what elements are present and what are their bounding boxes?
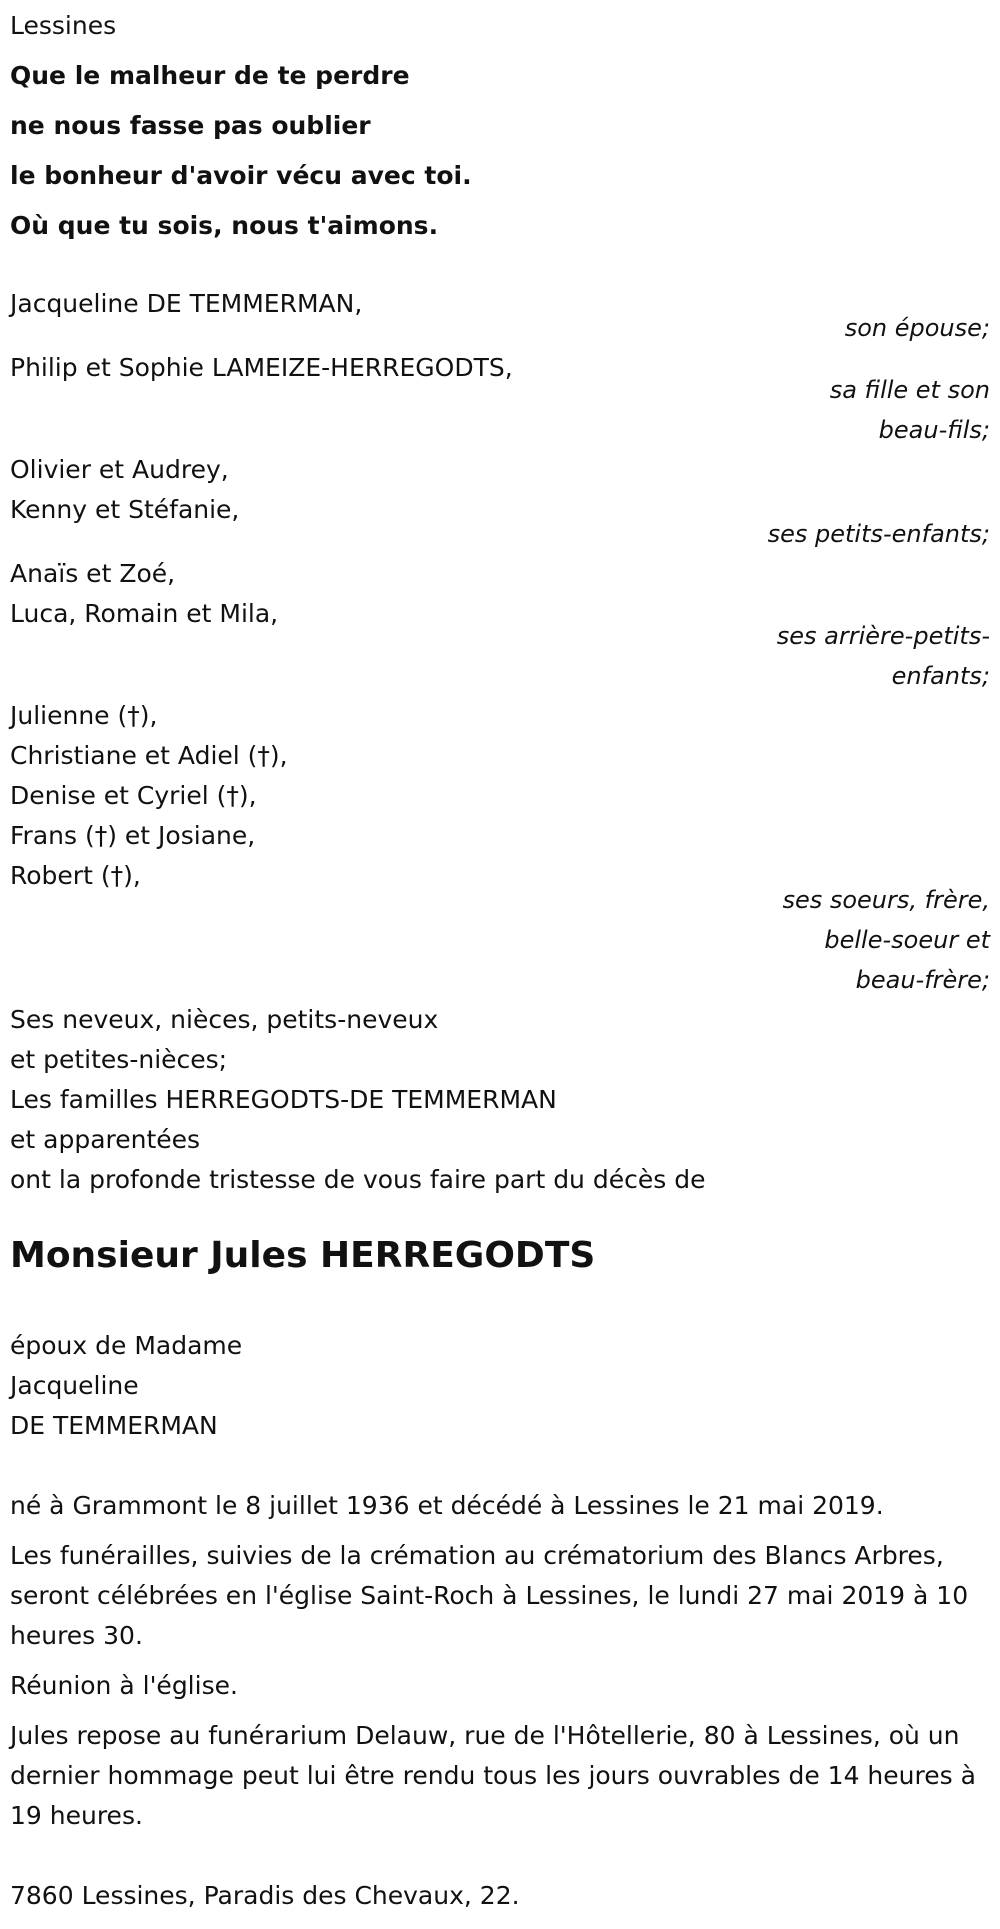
siblings-relation: beau-frère; — [855, 966, 990, 994]
siblings-relation: ses soeurs, frère, — [782, 886, 990, 914]
siblings-relation: belle-soeur et — [824, 926, 990, 954]
poem-line: Où que tu sois, nous t'aimons. — [10, 211, 439, 240]
other-relatives: et petites-nièces; — [10, 1045, 228, 1074]
other-relatives: et apparentées — [10, 1125, 201, 1154]
poem-line: Que le malheur de te perdre — [10, 61, 410, 90]
spouse-of: DE TEMMERMAN — [10, 1411, 218, 1440]
funeral-details: Les funérailles, suivies de la crémation au crématorium des Blancs Arbres, seront célébrées en l'église Saint-Roch à Lessines, le lundi 27 mai 2019 à 10 heures 30. — [10, 1541, 969, 1650]
grandchildren-relation: ses petits-enfants; — [767, 520, 990, 548]
sibling: Christiane et Adiel (†), — [10, 741, 288, 770]
daughter-relation: sa fille et son — [829, 376, 990, 404]
great-grandchild: Anaïs et Zoé, — [10, 559, 176, 588]
great-grandchildren-relation: enfants; — [891, 662, 990, 690]
poem-line: le bonheur d'avoir vécu avec toi. — [10, 161, 472, 190]
sibling: Denise et Cyriel (†), — [10, 781, 257, 810]
great-grandchild: Luca, Romain et Mila, — [10, 599, 279, 628]
sibling: Robert (†), — [10, 861, 141, 890]
resting-place: Jules repose au funérarium Delauw, rue de l'Hôtellerie, 80 à Lessines, où un dernier hommage peut lui être rendu tous les jours ouvrables de 14 heures à 19 heures. — [10, 1721, 976, 1830]
spouse-relation: son épouse; — [844, 314, 990, 342]
sibling: Frans (†) et Josiane, — [10, 821, 256, 850]
spouse-of: Jacqueline — [10, 1371, 139, 1400]
other-relatives: Les familles HERREGODTS-DE TEMMERMAN — [10, 1085, 557, 1114]
announcement: ont la profonde tristesse de vous faire part du décès de — [10, 1165, 706, 1194]
meeting-place: Réunion à l'église. — [10, 1671, 238, 1700]
spouse-name: Jacqueline DE TEMMERMAN, — [10, 289, 363, 318]
daughter-name: Philip et Sophie LAMEIZE-HERREGODTS, — [10, 353, 513, 382]
grandchild: Olivier et Audrey, — [10, 455, 229, 484]
grandchild: Kenny et Stéfanie, — [10, 495, 240, 524]
spouse-of: époux de Madame — [10, 1331, 243, 1360]
daughter-relation: beau-fils; — [878, 416, 990, 444]
sibling: Julienne (†), — [10, 701, 158, 730]
poem-line: ne nous fasse pas oublier — [10, 111, 371, 140]
address: 7860 Lessines, Paradis des Chevaux, 22. — [10, 1881, 520, 1910]
great-grandchildren-relation: ses arrière-petits- — [776, 622, 990, 650]
location: Lessines — [10, 11, 117, 40]
birth-death: né à Grammont le 8 juillet 1936 et décédé à Lessines le 21 mai 2019. — [10, 1491, 884, 1520]
other-relatives: Ses neveux, nièces, petits-neveux — [10, 1005, 439, 1034]
deceased-name: Monsieur Jules HERREGODTS — [10, 1235, 596, 1276]
